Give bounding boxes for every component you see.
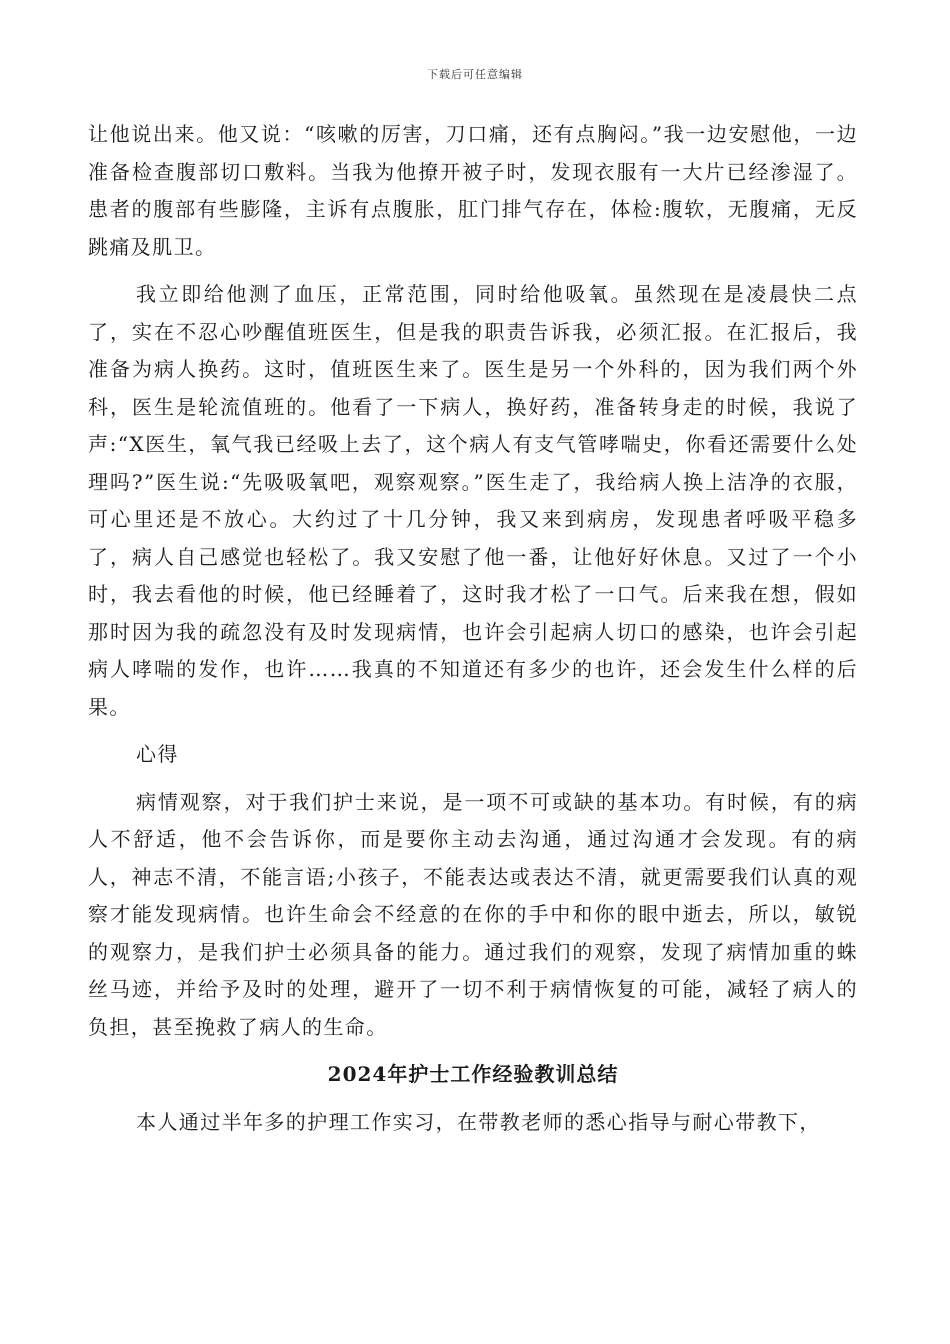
paragraph-observation: 病情观察，对于我们护士来说，是一项不可或缺的基本功。有时候，有的病人不舒适，他不会告诉你，而是要你主动去沟通，通过沟通才会发现。有的病人，神志不清，不能言语;小孩子，不能表达或表达不清，就更需要我们认真的观察才能发现病情。也许生命会不经意的在你的手中和你的眼中逝去，所以，敏锐的观察力，是我们护士必须具备的能力。通过我们的观察，发现了病情加重的蛛丝马迹，并给予及时的处理，避开了一切不利于病情恢复的可能，减轻了病人的负担，甚至挽救了病人的生命。: [88, 789, 858, 1039]
document-body: [88, 116, 858, 1141]
page-header: 下载后可任意编辑: [427, 68, 523, 81]
document-title: 2024年护士工作经验教训总结: [327, 1062, 619, 1086]
paragraph-continued: 让他说出来。他又说：“咳嗽的厉害，刀口痛，还有点胸闷。”我一边安慰他，一边准备检查腹部切口敷料。当我为他撩开被子时，发现衣服有一大片已经渗湿了。患者的腹部有些膨隆，主诉有点腹胀，肛门排气存在，体检:腹软，无腹痛，无反跳痛及肌卫。: [88, 122, 858, 259]
paragraph-intro: 本人通过半年多的护理工作实习，在带教老师的悉心指导与耐心带教下，: [136, 1109, 821, 1134]
section-heading-insights: 心得: [136, 742, 179, 766]
paragraph-blood-pressure: 我立即给他测了血压，正常范围，同时给他吸氧。虽然现在是凌晨快二点了，实在不忍心吵醒值班医生，但是我的职责告诉我，必须汇报。在汇报后，我准备为病人换药。这时，值班医生来了。医生是另一个外科的，因为我们两个外科，医生是轮流值班的。他看了一下病人，换好药，准备转身走的时候，我说了声:“X医生，氧气我已经吸上去了，这个病人有支气管哮喘史，你看还需要什么处理吗?”医生说:“先吸吸氧吧，观察观察。”医生走了，我给病人换上洁净的衣服，可心里还是不放心。大约过了十几分钟，我又来到病房，发现患者呼吸平稳多了，病人自己感觉也轻松了。我又安慰了他一番，让他好好休息。又过了一个小时，我去看他的时候，他已经睡着了，这时我才松了一口气。后来我在想，假如那时因为我的疏忽没有及时发现病情，也许会引起病人切口的感染，也许会引起病人哮喘的发作，也许……我真的不知道还有多少的也许，还会发生什么样的后果。: [88, 282, 858, 719]
